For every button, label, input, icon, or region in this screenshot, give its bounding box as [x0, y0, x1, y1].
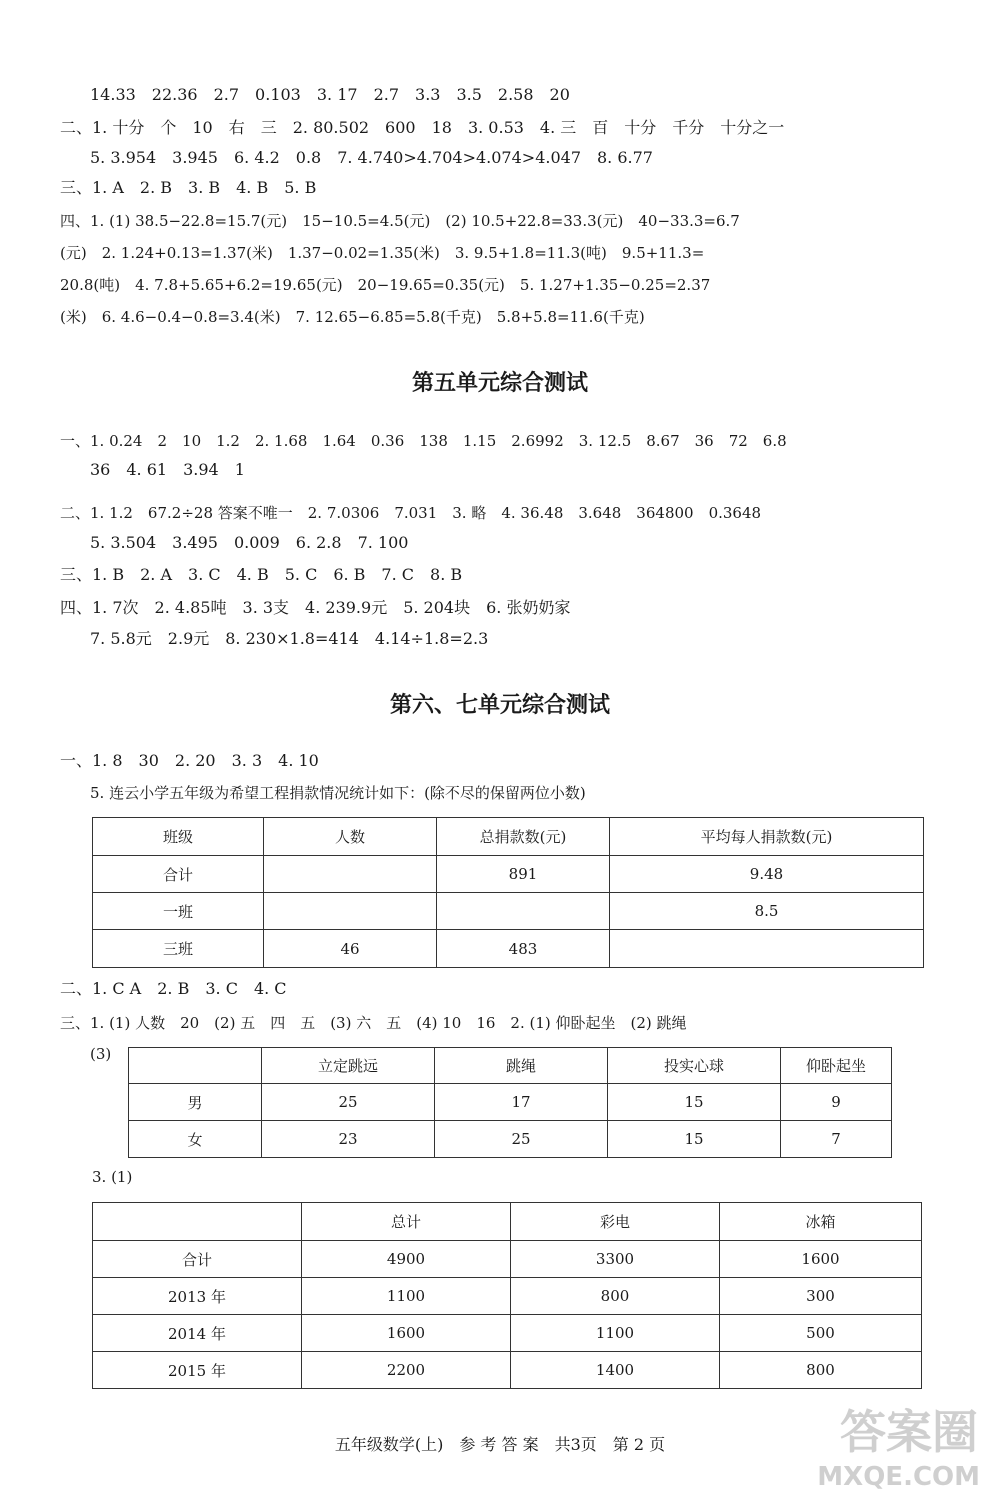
answer-line: 5. 3.954 3.945 6. 4.2 0.8 7. 4.740>4.704>4.074>4.047 8. 6.77 [90, 148, 653, 167]
table-cell: 女 [129, 1121, 262, 1158]
answer-line: 一、1. 0.24 2 10 1.2 2. 1.68 1.64 0.36 138 1.15 2.6992 3. 12.5 8.67 36 72 6.8 [60, 432, 787, 450]
table-cell: 合计 [93, 856, 264, 893]
table-cell: 25 [435, 1121, 608, 1158]
table-header: 仰卧起坐 [781, 1048, 892, 1084]
table-header [129, 1048, 262, 1084]
table-cell: 1400 [511, 1352, 720, 1389]
table-header: 总捐款数(元) [437, 818, 610, 856]
table-header: 平均每人捐款数(元) [610, 818, 924, 856]
table-cell: 500 [720, 1315, 922, 1352]
watermark-logo: 答案圈 [840, 1405, 978, 1459]
answer-line: 20.8(吨) 4. 7.8+5.65+6.2=19.65(元) 20−19.65=0.35(元) 5. 1.27+1.35−0.25=2.37 [60, 276, 711, 294]
table-cell: 46 [264, 930, 437, 968]
table-header: 人数 [264, 818, 437, 856]
sales-table [92, 1202, 922, 1389]
table-cell: 三班 [93, 930, 264, 968]
table-cell [610, 930, 924, 968]
table-cell: 483 [437, 930, 610, 968]
table-header: 立定跳远 [262, 1048, 435, 1084]
table-cell: 男 [129, 1084, 262, 1121]
answer-line: 四、1. (1) 38.5−22.8=15.7(元) 15−10.5=4.5(元) (2) 10.5+22.8=33.3(元) 40−33.3=6.7 [60, 212, 740, 230]
answer-line: 14.33 22.36 2.7 0.103 3. 17 2.7 3.3 3.5 2.58 20 [90, 85, 570, 104]
page-footer: 五年级数学(上) 参 考 答 案 共3页 第 2 页 [334, 1435, 666, 1454]
table-cell: 23 [262, 1121, 435, 1158]
table-header: 跳绳 [435, 1048, 608, 1084]
table-cell: 2015 年 [93, 1352, 302, 1389]
table-cell: 7 [781, 1121, 892, 1158]
answer-line: 三、1. A 2. B 3. B 4. B 5. B [60, 178, 317, 197]
table-header: 总计 [302, 1203, 511, 1241]
answer-line: 二、1. 1.2 67.2÷28 答案不唯一 2. 7.0306 7.031 3. 略 4. 36.48 3.648 364800 0.3648 [60, 504, 762, 522]
table-cell: 800 [511, 1278, 720, 1315]
answer-line: 5. 连云小学五年级为希望工程捐款情况统计如下：(除不尽的保留两位小数) [90, 784, 586, 802]
table-cell: 2200 [302, 1352, 511, 1389]
table-cell [437, 893, 610, 930]
table-cell: 25 [262, 1084, 435, 1121]
answer-line: 一、1. 8 30 2. 20 3. 3 4. 10 [60, 751, 319, 770]
table-cell: 一班 [93, 893, 264, 930]
table-cell: 15 [608, 1121, 781, 1158]
table-cell: 15 [608, 1084, 781, 1121]
table-cell: 2014 年 [93, 1315, 302, 1352]
table-cell: 9 [781, 1084, 892, 1121]
donation-table [92, 817, 924, 968]
table-cell: 17 [435, 1084, 608, 1121]
answer-line: 三、1. (1) 人数 20 (2) 五 四 五 (3) 六 五 (4) 10 16 2. (1) 仰卧起坐 (2) 跳绳 [60, 1014, 687, 1032]
sub-label: 3. (1) [92, 1168, 133, 1186]
table-cell: 3300 [511, 1241, 720, 1278]
table-cell: 891 [437, 856, 610, 893]
section-title: 第六、七单元综合测试 [389, 692, 610, 718]
sports-table [128, 1047, 892, 1158]
table-cell: 2013 年 [93, 1278, 302, 1315]
table-cell [264, 893, 437, 930]
table-cell: 8.5 [610, 893, 924, 930]
answer-line: 36 4. 61 3.94 1 [90, 460, 245, 479]
section-title: 第五单元综合测试 [411, 370, 588, 396]
answer-line: 二、1. 十分 个 10 右 三 2. 80.502 600 18 3. 0.53 4. 三 百 十分 千分 十分之一 [60, 118, 785, 137]
table-cell: 300 [720, 1278, 922, 1315]
table-header: 彩电 [511, 1203, 720, 1241]
answer-line: 四、1. 7次 2. 4.85吨 3. 3支 4. 239.9元 5. 204块 6. 张奶奶家 [60, 598, 571, 617]
table-cell: 合计 [93, 1241, 302, 1278]
table-cell: 1600 [720, 1241, 922, 1278]
answer-line: 二、1. C A 2. B 3. C 4. C [60, 979, 287, 998]
table-header: 冰箱 [720, 1203, 922, 1241]
table-header [93, 1203, 302, 1241]
table-cell: 800 [720, 1352, 922, 1389]
answer-line: 5. 3.504 3.495 0.009 6. 2.8 7. 100 [90, 533, 409, 552]
table-cell: 1600 [302, 1315, 511, 1352]
table-header: 投实心球 [608, 1048, 781, 1084]
sub-label: (3) [90, 1045, 112, 1063]
table-header: 班级 [93, 818, 264, 856]
answer-line: 7. 5.8元 2.9元 8. 230×1.8=414 4.14÷1.8=2.3 [90, 629, 489, 648]
table-cell: 1100 [511, 1315, 720, 1352]
answer-line: (元) 2. 1.24+0.13=1.37(米) 1.37−0.02=1.35(米) 3. 9.5+1.8=11.3(吨) 9.5+11.3= [60, 244, 705, 262]
table-cell: 9.48 [610, 856, 924, 893]
table-cell: 4900 [302, 1241, 511, 1278]
table-cell [264, 856, 437, 893]
table-cell: 1100 [302, 1278, 511, 1315]
answer-line: (米) 6. 4.6−0.4−0.8=3.4(米) 7. 12.65−6.85=5.8(千克) 5.8+5.8=11.6(千克) [60, 308, 645, 326]
watermark-url: MXQE.COM [817, 1462, 980, 1492]
answer-line: 三、1. B 2. A 3. C 4. B 5. C 6. B 7. C 8. B [60, 565, 463, 584]
